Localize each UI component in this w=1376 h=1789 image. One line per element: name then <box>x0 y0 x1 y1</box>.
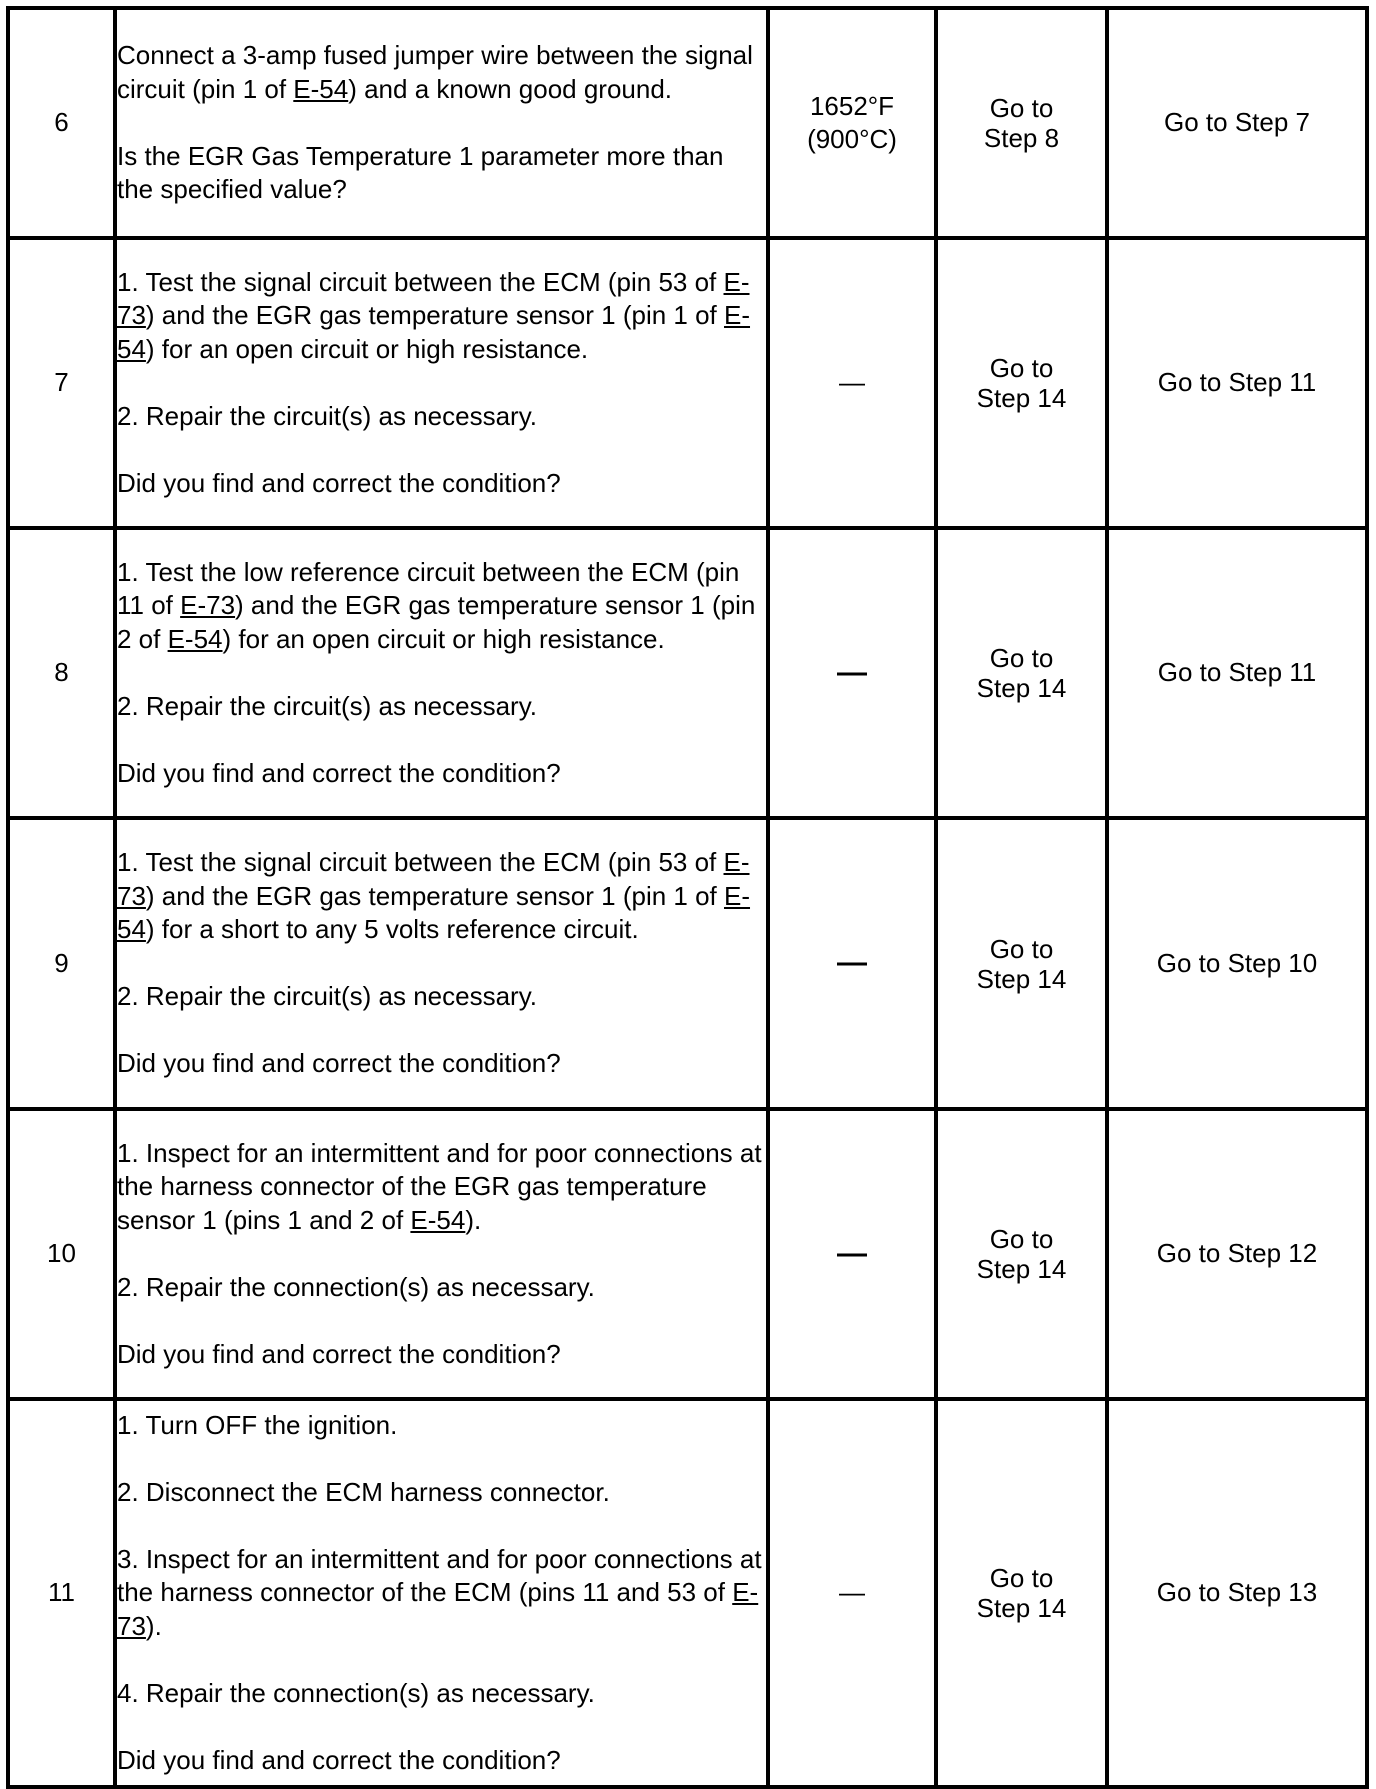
action-paragraph <box>117 1677 766 1711</box>
no-action-cell: Go to Step 10 <box>1107 818 1367 1109</box>
action-paragraph <box>117 1744 766 1778</box>
connector-link[interactable]: E-54 <box>293 73 349 104</box>
action-text: 1. Test the signal circuit between the ECM (pin 53 of <box>117 266 724 297</box>
action-cell <box>115 818 768 1109</box>
action-text: 1. Test the low reference circuit between the ECM (pin 11 of <box>117 556 740 621</box>
step-number-cell: 11 <box>8 1399 115 1787</box>
action-paragraph <box>117 556 766 657</box>
connector-link[interactable]: E-54 <box>117 880 751 945</box>
action-cell <box>115 8 768 238</box>
action-paragraph <box>117 846 766 947</box>
connector-link[interactable]: E-73 <box>117 266 750 331</box>
yes-action-cell: Go to Step 14 <box>936 528 1107 818</box>
action-text: Did you find and correct the condition? <box>117 1744 561 1775</box>
not-applicable-dash: — <box>837 946 867 980</box>
action-paragraph <box>117 400 766 434</box>
action-paragraph <box>117 266 766 367</box>
yes-action-cell: Go to Step 14 <box>936 238 1107 528</box>
not-applicable-dash: — <box>837 1236 867 1270</box>
table-row <box>8 238 1367 528</box>
action-text: ) and the EGR gas temperature sensor 1 (pin 1 of <box>145 880 725 911</box>
action-cell <box>115 1399 768 1787</box>
not-applicable-dash: — <box>839 367 865 398</box>
action-text: 2. Repair the circuit(s) as necessary. <box>117 690 537 721</box>
diagnostic-table-body <box>8 8 1367 1787</box>
action-cell <box>115 528 768 818</box>
action-text: Is the EGR Gas Temperature 1 parameter more than the specified value? <box>117 140 724 205</box>
yes-action-cell: Go to Step 14 <box>936 818 1107 1109</box>
action-text: 1. Inspect for an intermittent and for poor connections at the harness connector of the EGR gas temperature sensor 1 (pins 1 and 2 of <box>117 1137 762 1235</box>
no-action-cell: Go to Step 12 <box>1107 1109 1367 1399</box>
action-paragraph <box>117 1338 766 1372</box>
connector-link[interactable]: E-54 <box>410 1204 466 1235</box>
step-number-cell: 9 <box>8 818 115 1109</box>
not-applicable-dash: — <box>837 655 867 689</box>
action-paragraph <box>117 1047 766 1081</box>
action-paragraph <box>117 1137 766 1238</box>
table-row <box>8 818 1367 1109</box>
action-text: 4. Repair the connection(s) as necessary. <box>117 1677 595 1708</box>
action-text: ) and the EGR gas temperature sensor 1 (pin 1 of <box>145 300 725 331</box>
action-text: 2. Repair the connection(s) as necessary. <box>117 1271 595 1302</box>
action-paragraph <box>117 980 766 1014</box>
action-text: ) and a known good ground. <box>348 73 673 104</box>
action-text: ). <box>465 1204 482 1235</box>
yes-action-cell: Go to Step 8 <box>936 8 1107 238</box>
action-paragraph <box>117 1476 766 1510</box>
action-text: 2. Repair the circuit(s) as necessary. <box>117 981 537 1012</box>
specified-value-cell <box>768 238 936 528</box>
table-row <box>8 1109 1367 1399</box>
specified-value-cell <box>768 528 936 818</box>
specified-value-cell <box>768 1399 936 1787</box>
action-paragraph <box>117 467 766 501</box>
action-cell <box>115 1109 768 1399</box>
no-action-cell: Go to Step 11 <box>1107 238 1367 528</box>
action-paragraph <box>117 1543 766 1644</box>
action-paragraph <box>117 757 766 791</box>
connector-link[interactable]: E-73 <box>117 847 750 911</box>
action-text: ) for an open circuit or high resistance. <box>222 623 665 654</box>
specified-value-text: 1652°F (900°C) <box>807 90 897 154</box>
diagnostic-table <box>6 6 1369 1789</box>
connector-link[interactable]: E-73 <box>180 590 236 621</box>
action-text: Connect a 3-amp fused jumper wire between the signal circuit (pin 1 of <box>117 40 753 104</box>
no-action-cell: Go to Step 13 <box>1107 1399 1367 1787</box>
step-number-cell: 10 <box>8 1109 115 1399</box>
table-row <box>8 8 1367 238</box>
action-text: 3. Inspect for an intermittent and for poor connections at the harness connector of the ECM (pins 11 and 53 of <box>117 1543 762 1608</box>
no-action-cell: Go to Step 11 <box>1107 528 1367 818</box>
action-text: ) and the EGR gas temperature sensor 1 (pin 2 of <box>117 590 756 654</box>
connector-link[interactable]: E-54 <box>117 300 751 364</box>
action-text: 1. Turn OFF the ignition. <box>117 1409 398 1440</box>
action-text: ) for a short to any 5 volts reference circuit. <box>145 914 639 945</box>
connector-link[interactable]: E-73 <box>117 1577 759 1641</box>
action-text: Did you find and correct the condition? <box>117 1048 561 1079</box>
action-paragraph <box>117 1271 766 1305</box>
step-number-cell: 6 <box>8 8 115 238</box>
specified-value-cell <box>768 1109 936 1399</box>
action-text: ). <box>145 1610 162 1641</box>
action-text: 2. Disconnect the ECM harness connector. <box>117 1476 610 1507</box>
table-row <box>8 1399 1367 1787</box>
specified-value-cell <box>768 818 936 1109</box>
action-paragraph <box>117 39 766 106</box>
no-action-cell: Go to Step 7 <box>1107 8 1367 238</box>
action-text: 1. Test the signal circuit between the ECM (pin 53 of <box>117 847 724 878</box>
table-row <box>8 528 1367 818</box>
not-applicable-dash: — <box>839 1577 865 1608</box>
step-number-cell: 7 <box>8 238 115 528</box>
action-text: Did you find and correct the condition? <box>117 757 561 788</box>
action-paragraph <box>117 690 766 724</box>
action-text: 2. Repair the circuit(s) as necessary. <box>117 400 537 431</box>
yes-action-cell: Go to Step 14 <box>936 1109 1107 1399</box>
action-text: Did you find and correct the condition? <box>117 467 561 498</box>
action-cell <box>115 238 768 528</box>
action-paragraph <box>117 140 766 207</box>
action-text: ) for an open circuit or high resistance. <box>145 333 589 364</box>
action-text: Did you find and correct the condition? <box>117 1338 561 1369</box>
yes-action-cell: Go to Step 14 <box>936 1399 1107 1787</box>
action-paragraph <box>117 1409 766 1443</box>
specified-value-cell <box>768 8 936 238</box>
step-number-cell: 8 <box>8 528 115 818</box>
connector-link[interactable]: E-54 <box>167 623 223 654</box>
